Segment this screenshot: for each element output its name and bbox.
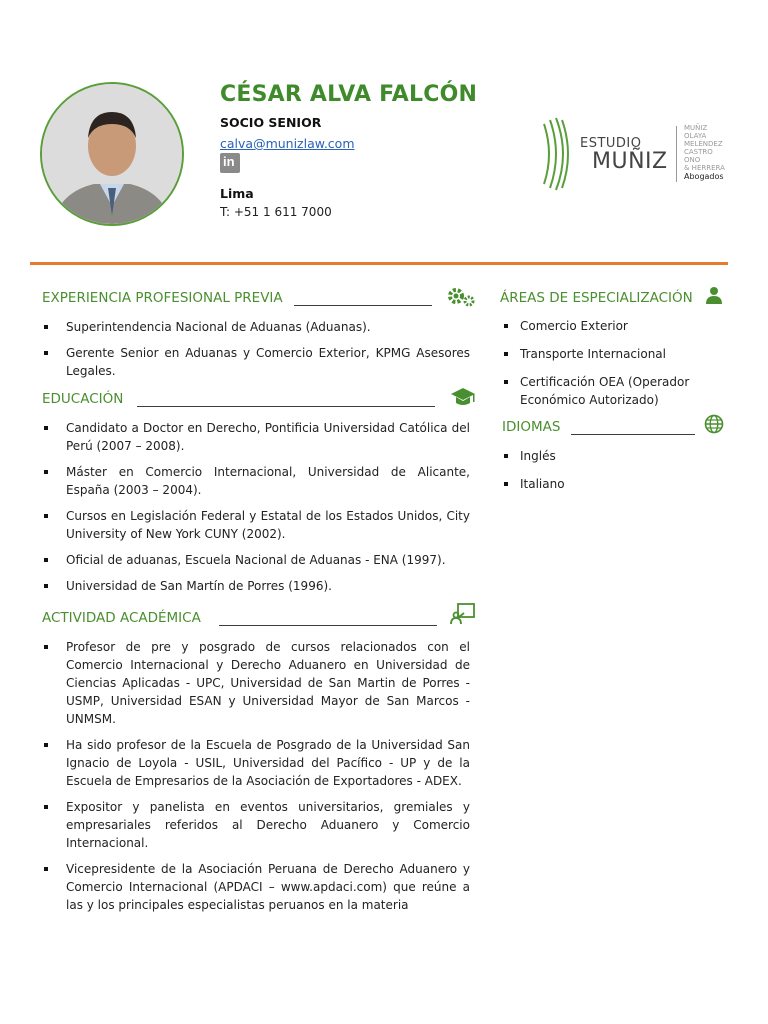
section-title-experiencia: EXPERIENCIA PROFESIONAL PREVIA xyxy=(42,290,283,306)
list-item: Italiano xyxy=(502,475,728,493)
list-item: Máster en Comercio Internacional, Universidad de Alicante, España (2003 – 2004). xyxy=(42,463,470,499)
logo-word-muniz: MUÑIZ xyxy=(592,149,668,174)
list-item: Expositor y panelista en eventos universitarios, gremiales y empresariales referidos al Derecho Aduanero y Comercio Internacional. xyxy=(42,798,470,852)
section-title-educacion: EDUCACIÓN xyxy=(42,391,124,407)
section-title-idiomas: IDIOMAS xyxy=(502,419,561,435)
section-title-academica: ACTIVIDAD ACADÉMICA xyxy=(42,610,201,626)
logo-partner: OLAYA xyxy=(684,132,707,140)
logo-partner: MUÑIZ xyxy=(684,124,708,132)
linkedin-icon[interactable] xyxy=(220,153,240,173)
teacher-board-icon xyxy=(450,603,476,625)
profile-role: SOCIO SENIOR xyxy=(220,115,322,130)
logo-partner: ONO xyxy=(684,156,701,164)
profile-photo xyxy=(40,82,184,226)
list-item: Comercio Exterior xyxy=(502,317,728,335)
academica-list xyxy=(42,638,470,922)
logo-tagline: Abogados xyxy=(684,172,724,181)
list-item: Transporte Internacional xyxy=(502,345,728,363)
gears-icon xyxy=(446,286,476,308)
list-item: Oficial de aduanas, Escuela Nacional de Aduanas - ENA (1997). xyxy=(42,551,470,569)
person-icon xyxy=(706,286,722,304)
logo-partner: & HERRERA xyxy=(684,164,725,172)
list-item: Superintendencia Nacional de Aduanas (Aduanas). xyxy=(42,318,470,336)
logo-mark-icon xyxy=(540,116,576,192)
educacion-list xyxy=(42,419,470,603)
list-item: Gerente Senior en Aduanas y Comercio Exterior, KPMG Asesores Legales. xyxy=(42,344,470,380)
list-item: Ha sido profesor de la Escuela de Posgrado de la Universidad San Ignacio de Loyola - USIL, Universidad del Pacífico - UP y de la Escuela de Empresarios de la Asociación de Exportadores - ADEX. xyxy=(42,736,470,790)
section-underline xyxy=(294,305,432,306)
profile-city: Lima xyxy=(220,186,254,201)
list-item: Cursos en Legislación Federal y Estatal de los Estados Unidos, City University of New York CUNY (2002). xyxy=(42,507,470,543)
logo-word-estudio: ESTUDIO xyxy=(580,136,642,151)
email-link[interactable]: calva@munizlaw.com xyxy=(220,136,355,151)
logo-partner: MELÉNDEZ xyxy=(684,140,723,148)
section-title-areas: ÁREAS DE ESPECIALIZACIÓN xyxy=(500,290,693,306)
list-item: Vicepresidente de la Asociación Peruana de Derecho Aduanero y Comercio Internacional (APDACI – www.apdaci.com) que reúne a las y los principales especialistas peruanos en la materia xyxy=(42,860,470,914)
firm-logo xyxy=(540,116,740,192)
list-item: Profesor de pre y posgrado de cursos relacionados con el Comercio Internacional y Derecho Aduanero en Universidad de Ciencias Aplicadas - UPC, Universidad de San Martin de Porres - USMP, Universidad ESAN y Universidad Mayor de San Marcos - UNMSM. xyxy=(42,638,470,728)
logo-separator xyxy=(676,126,677,182)
logo-partner-names xyxy=(684,124,725,172)
logo-partner: CASTRO xyxy=(684,148,713,156)
globe-icon xyxy=(704,414,724,434)
header-divider xyxy=(30,262,728,265)
linkedin-label: in xyxy=(223,154,235,169)
section-underline xyxy=(571,434,695,435)
section-underline xyxy=(137,406,435,407)
graduation-cap-icon xyxy=(450,386,476,408)
areas-list xyxy=(502,317,728,419)
list-item: Candidato a Doctor en Derecho, Pontificia Universidad Católica del Perú (2007 – 2008). xyxy=(42,419,470,455)
list-item: Inglés xyxy=(502,447,728,465)
list-item: Certificación OEA (Operador Económico Autorizado) xyxy=(502,373,728,409)
portrait-image xyxy=(42,84,182,224)
profile-name: CÉSAR ALVA FALCÓN xyxy=(220,82,478,107)
profile-phone: T: +51 1 611 7000 xyxy=(220,205,332,219)
list-item: Universidad de San Martín de Porres (1996). xyxy=(42,577,470,595)
experiencia-list xyxy=(42,318,470,388)
idiomas-list xyxy=(502,447,728,503)
section-underline xyxy=(219,625,437,626)
